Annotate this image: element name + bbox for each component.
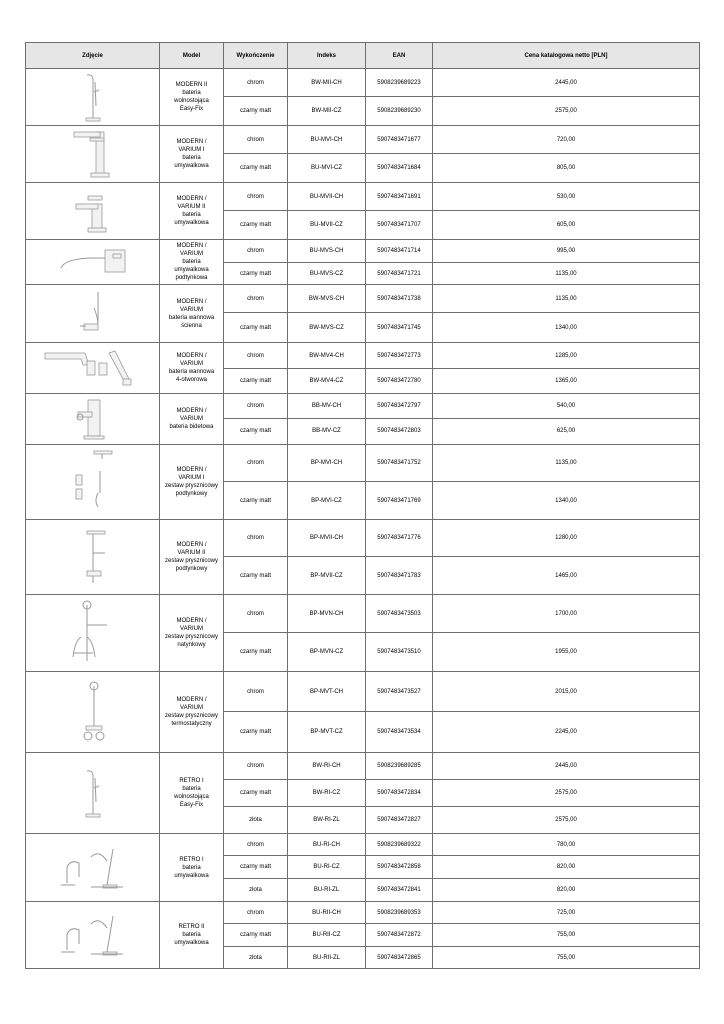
model-cell: MODERN / VARIUM zestaw prysznicowy natynkowy	[160, 595, 224, 672]
index-cell: BU-MVII-CZ	[288, 211, 366, 240]
index-cell: BP-MVT-CH	[288, 672, 366, 712]
ean-cell: 5908239689322	[366, 834, 433, 856]
index-cell: BU-MVI-CH	[288, 126, 366, 154]
index-cell: BU-MVII-CH	[288, 183, 366, 211]
index-cell: BU-RII-CH	[288, 902, 366, 924]
price-cell: 2445,00	[433, 753, 700, 780]
finish-cell: złota	[224, 807, 288, 834]
tall-basin-tap-icon	[26, 126, 160, 183]
ean-cell: 5907483472773	[366, 343, 433, 369]
ean-cell: 5907483471769	[366, 482, 433, 520]
price-cell: 1365,00	[433, 369, 700, 394]
index-cell: BU-MVI-CZ	[288, 154, 366, 183]
index-cell: BW-MII-CZ	[288, 97, 366, 126]
finish-cell: chrom	[224, 183, 288, 211]
basin-tap-icon	[26, 183, 160, 240]
finish-cell: chrom	[224, 672, 288, 712]
header-finish: Wykończenie	[224, 43, 288, 69]
table-row	[26, 902, 700, 924]
model-cell: MODERN / VARIUM II zestaw prysznicowy podtynkowy	[160, 520, 224, 595]
thermostatic-shower-set-icon	[26, 672, 160, 753]
ean-cell: 5907483471707	[366, 211, 433, 240]
retro-basin-tap-icon	[26, 902, 160, 969]
table-row	[26, 672, 700, 712]
price-cell: 540,00	[433, 394, 700, 419]
model-cell: MODERN / VARIUM zestaw prysznicowy termostatyczny	[160, 672, 224, 753]
table-row	[26, 520, 700, 557]
table-row	[26, 394, 700, 419]
table-row	[26, 753, 700, 780]
finish-cell: chrom	[224, 343, 288, 369]
ean-cell: 5907483472841	[366, 879, 433, 902]
table-row	[26, 343, 700, 369]
ean-cell: 5907483471714	[366, 240, 433, 263]
price-list-table	[25, 42, 700, 969]
finish-cell: czarny matt	[224, 482, 288, 520]
ean-cell: 5907483472827	[366, 807, 433, 834]
finish-cell: chrom	[224, 834, 288, 856]
finish-cell: chrom	[224, 126, 288, 154]
header-index: Indeks	[288, 43, 366, 69]
finish-cell: chrom	[224, 902, 288, 924]
index-cell: BW-RI-ZL	[288, 807, 366, 834]
ean-cell: 5907483473503	[366, 595, 433, 633]
index-cell: BP-MVI-CH	[288, 445, 366, 482]
price-cell: 605,00	[433, 211, 700, 240]
index-cell: BW-RI-CZ	[288, 780, 366, 807]
model-cell: MODERN / VARIUM II bateria umywalkowa	[160, 183, 224, 240]
price-cell: 995,00	[433, 240, 700, 263]
ean-cell: 5907483473534	[366, 712, 433, 753]
price-cell: 820,00	[433, 879, 700, 902]
ean-cell: 5907483472872	[366, 924, 433, 947]
finish-cell: chrom	[224, 520, 288, 557]
ean-cell: 5907483471684	[366, 154, 433, 183]
finish-cell: czarny matt	[224, 369, 288, 394]
ean-cell: 5908239689230	[366, 97, 433, 126]
index-cell: BW-MVS-CZ	[288, 313, 366, 343]
price-cell: 1285,00	[433, 343, 700, 369]
finish-cell: chrom	[224, 595, 288, 633]
header-price: Cena katalogowa netto [PLN]	[433, 43, 700, 69]
exposed-shower-set-icon	[26, 595, 160, 672]
finish-cell: czarny matt	[224, 97, 288, 126]
ean-cell: 5907483473527	[366, 672, 433, 712]
table-row	[26, 285, 700, 313]
price-cell: 530,00	[433, 183, 700, 211]
ean-cell: 5907483472858	[366, 856, 433, 879]
ean-cell: 5908239689285	[366, 753, 433, 780]
table-row	[26, 240, 700, 263]
ean-cell: 5907483471752	[366, 445, 433, 482]
model-cell: MODERN / VARIUM bateria wannowa 4-otworowa	[160, 343, 224, 394]
table-row	[26, 183, 700, 211]
bidet-tap-icon	[26, 394, 160, 445]
ean-cell: 5907483471745	[366, 313, 433, 343]
ean-cell: 5907483471738	[366, 285, 433, 313]
model-cell: RETRO II bateria umywalkowa	[160, 902, 224, 969]
price-cell: 1280,00	[433, 520, 700, 557]
freestanding-tap-icon	[26, 69, 160, 126]
price-cell: 1465,00	[433, 557, 700, 595]
index-cell: BW-MVS-CH	[288, 285, 366, 313]
finish-cell: czarny matt	[224, 856, 288, 879]
table-row	[26, 595, 700, 633]
finish-cell: chrom	[224, 445, 288, 482]
header-model: Model	[160, 43, 224, 69]
header-photo: Zdjęcie	[26, 43, 160, 69]
price-cell: 755,00	[433, 947, 700, 969]
price-cell: 625,00	[433, 418, 700, 444]
table-row	[26, 69, 700, 97]
finish-cell: czarny matt	[224, 557, 288, 595]
price-cell: 1700,00	[433, 595, 700, 633]
index-cell: BU-RI-ZL	[288, 879, 366, 902]
ean-cell: 5907483471783	[366, 557, 433, 595]
index-cell: BW-MII-CH	[288, 69, 366, 97]
index-cell: BU-RII-CZ	[288, 924, 366, 947]
finish-cell: czarny matt	[224, 418, 288, 444]
price-cell: 2575,00	[433, 97, 700, 126]
index-cell: BU-MVS-CH	[288, 240, 366, 263]
price-cell: 1340,00	[433, 313, 700, 343]
finish-cell: czarny matt	[224, 263, 288, 285]
table-row	[26, 126, 700, 154]
finish-cell: czarny matt	[224, 633, 288, 672]
finish-cell: czarny matt	[224, 924, 288, 947]
index-cell: BB-MV-CZ	[288, 418, 366, 444]
finish-cell: czarny matt	[224, 712, 288, 753]
index-cell: BU-RII-ZL	[288, 947, 366, 969]
price-cell: 2445,00	[433, 69, 700, 97]
index-cell: BU-RI-CH	[288, 834, 366, 856]
table-row	[26, 445, 700, 482]
index-cell: BW-MV4-CH	[288, 343, 366, 369]
ean-cell: 5907483472803	[366, 418, 433, 444]
wall-spout-icon	[26, 240, 160, 285]
wall-bath-tap-icon	[26, 285, 160, 343]
index-cell: BP-MVI-CZ	[288, 482, 366, 520]
ean-cell: 5907483471691	[366, 183, 433, 211]
finish-cell: złota	[224, 879, 288, 902]
price-cell: 2015,00	[433, 672, 700, 712]
finish-cell: chrom	[224, 69, 288, 97]
price-cell: 820,00	[433, 856, 700, 879]
price-cell: 780,00	[433, 834, 700, 856]
index-cell: BP-MVT-CZ	[288, 712, 366, 753]
finish-cell: chrom	[224, 394, 288, 419]
index-cell: BP-MVII-CH	[288, 520, 366, 557]
price-cell: 805,00	[433, 154, 700, 183]
model-cell: MODERN / VARIUM I zestaw prysznicowy podtynkowy	[160, 445, 224, 520]
finish-cell: czarny matt	[224, 313, 288, 343]
retro-freestanding-tap-icon	[26, 753, 160, 834]
model-cell: MODERN / VARIUM bateria umywalkowa podtynkowa	[160, 240, 224, 285]
concealed-shower-set-icon	[26, 520, 160, 595]
model-cell: RETRO I bateria umywalkowa	[160, 834, 224, 902]
model-cell: MODERN / VARIUM bateria bidetowa	[160, 394, 224, 445]
header-ean: EAN	[366, 43, 433, 69]
finish-cell: czarny matt	[224, 780, 288, 807]
finish-cell: chrom	[224, 753, 288, 780]
index-cell: BB-MV-CH	[288, 394, 366, 419]
index-cell: BU-RI-CZ	[288, 856, 366, 879]
table-header-row	[26, 43, 700, 69]
retro-basin-tap-icon	[26, 834, 160, 902]
index-cell: BP-MVII-CZ	[288, 557, 366, 595]
model-cell: RETRO I bateria wolnostojąca Easy-Fix	[160, 753, 224, 834]
index-cell: BP-MVN-CZ	[288, 633, 366, 672]
finish-cell: czarny matt	[224, 211, 288, 240]
ean-cell: 5907483472865	[366, 947, 433, 969]
price-cell: 720,00	[433, 126, 700, 154]
index-cell: BW-RI-CH	[288, 753, 366, 780]
ean-cell: 5908239689223	[366, 69, 433, 97]
ean-cell: 5907483472797	[366, 394, 433, 419]
price-cell: 2575,00	[433, 780, 700, 807]
price-cell: 1135,00	[433, 445, 700, 482]
price-cell: 1955,00	[433, 633, 700, 672]
ean-cell: 5907483473510	[366, 633, 433, 672]
model-cell: MODERN II bateria wolnostojąca Easy-Fix	[160, 69, 224, 126]
table-row	[26, 834, 700, 856]
index-cell: BU-MVS-CZ	[288, 263, 366, 285]
price-cell: 755,00	[433, 924, 700, 947]
price-cell: 2245,00	[433, 712, 700, 753]
ean-cell: 5908239689353	[366, 902, 433, 924]
finish-cell: chrom	[224, 240, 288, 263]
ean-cell: 5907483471776	[366, 520, 433, 557]
price-cell: 725,00	[433, 902, 700, 924]
ean-cell: 5907483471677	[366, 126, 433, 154]
four-hole-bath-tap-icon	[26, 343, 160, 394]
finish-cell: chrom	[224, 285, 288, 313]
price-cell: 1340,00	[433, 482, 700, 520]
concealed-shower-set-icon	[26, 445, 160, 520]
ean-cell: 5907483472834	[366, 780, 433, 807]
price-cell: 1135,00	[433, 285, 700, 313]
index-cell: BP-MVN-CH	[288, 595, 366, 633]
model-cell: MODERN / VARIUM bateria wannowa ścienna	[160, 285, 224, 343]
ean-cell: 5907483471721	[366, 263, 433, 285]
finish-cell: złota	[224, 947, 288, 969]
model-cell: MODERN / VARIUM I bateria umywalkowa	[160, 126, 224, 183]
index-cell: BW-MV4-CZ	[288, 369, 366, 394]
ean-cell: 5907483472780	[366, 369, 433, 394]
price-cell: 2575,00	[433, 807, 700, 834]
price-cell: 1135,00	[433, 263, 700, 285]
finish-cell: czarny matt	[224, 154, 288, 183]
